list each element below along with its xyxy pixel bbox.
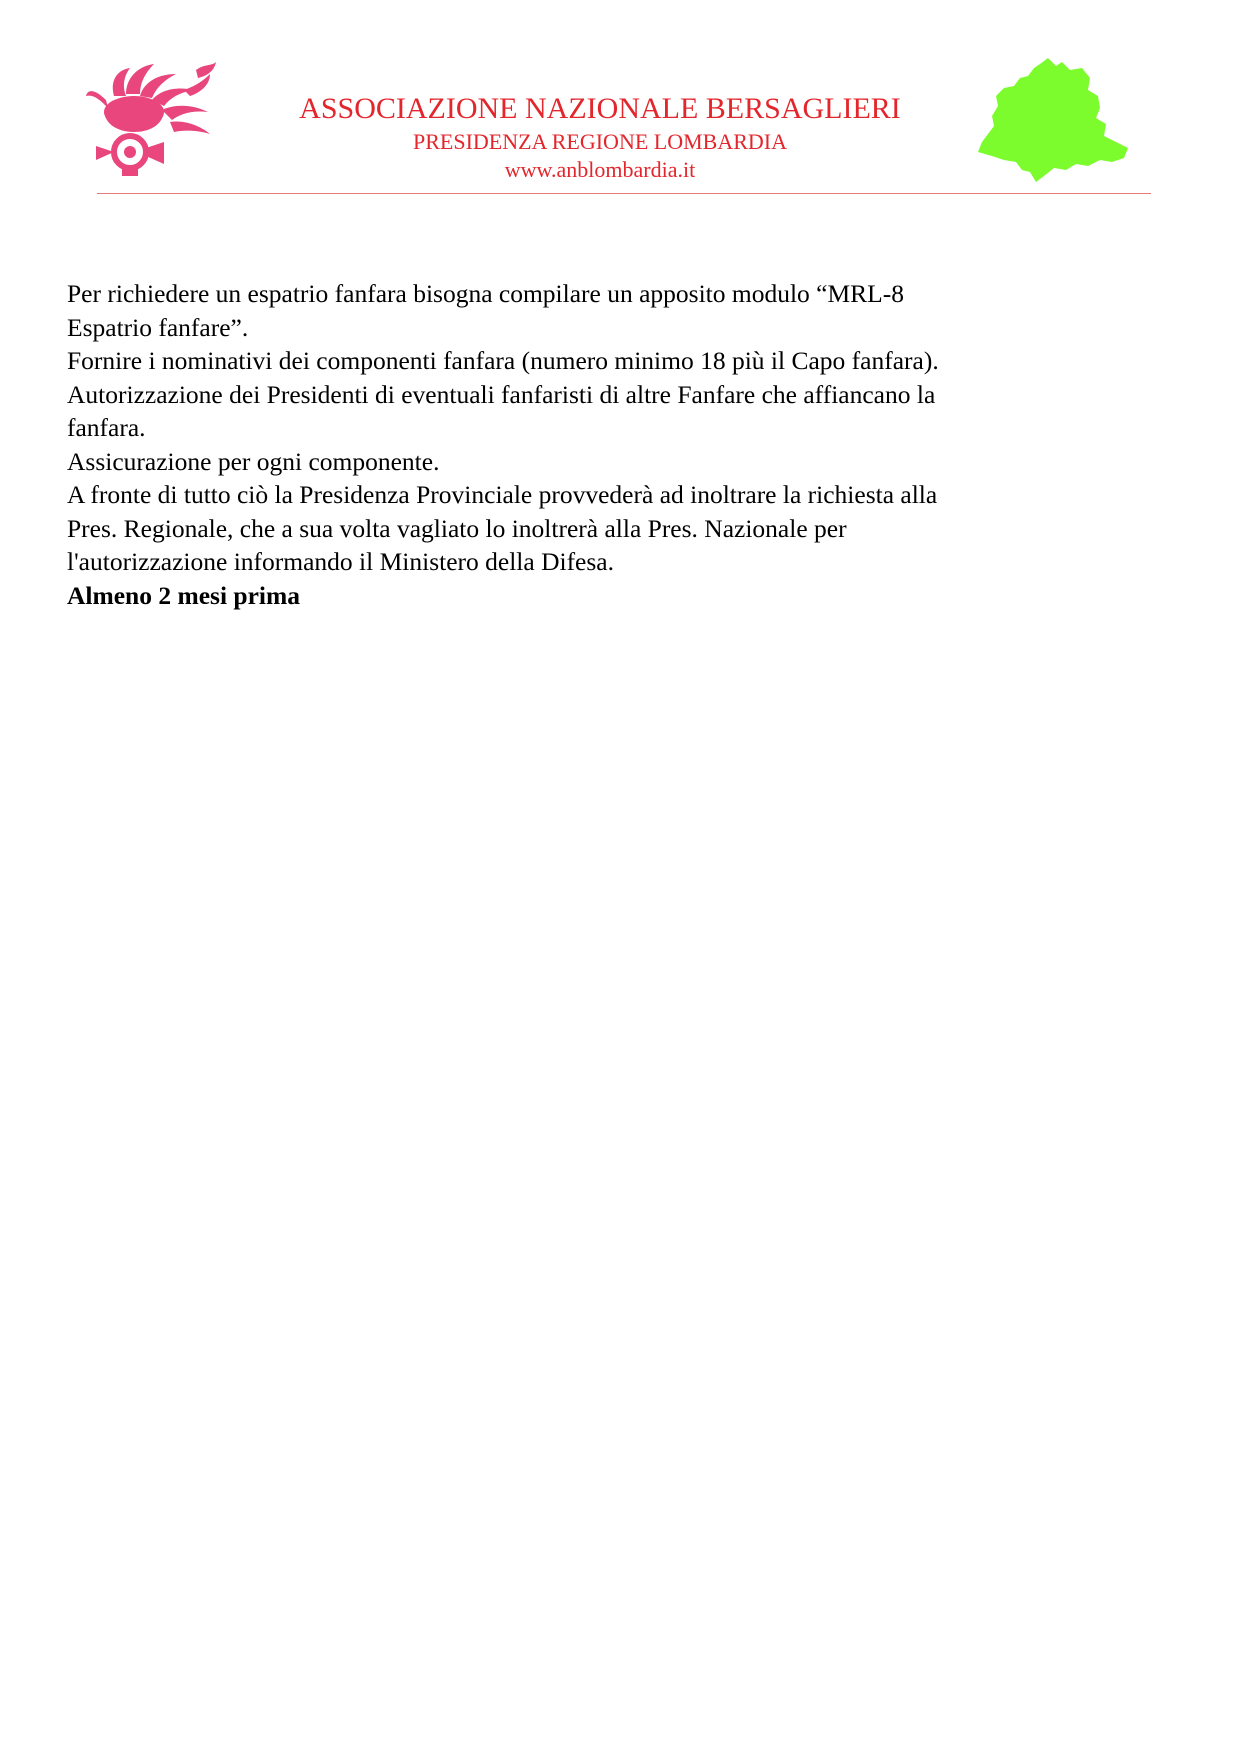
body-line: Assicurazione per ogni componente.	[67, 446, 440, 476]
body-line: Pres. Regionale, che a sua volta vagliato lo inoltrerà alla Pres. Nazionale per	[67, 513, 847, 543]
body-line: Fornire i nominativi dei componenti fanfara (numero minimo 18 più il Capo fanfara).	[67, 346, 939, 375]
header-divider	[97, 193, 1151, 194]
document-body	[67, 277, 1147, 612]
body-line: A fronte di tutto ciò la Presidenza Provinciale provvederà ad inoltrare la richiesta alla	[67, 480, 938, 509]
body-line: Autorizzazione dei Presidenti di eventuali fanfaristi di altre Fanfare che affiancano la	[67, 379, 936, 409]
organization-subtitle: PRESIDENZA REGIONE LOMBARDIA	[413, 129, 787, 154]
bersaglieri-emblem-icon	[86, 60, 218, 178]
body-line: l'autorizzazione informando il Ministero della Difesa.	[67, 547, 614, 576]
lombardia-map-icon	[978, 58, 1130, 183]
body-line: Espatrio fanfare”.	[67, 312, 249, 342]
body-line: fanfara.	[67, 413, 146, 442]
organization-title: ASSOCIAZIONE NAZIONALE BERSAGLIERI	[299, 92, 901, 125]
deadline-note: Almeno 2 mesi prima	[67, 580, 301, 610]
body-line: Per richiedere un espatrio fanfara bisogna compilare un apposito modulo “MRL-8	[67, 279, 904, 308]
website-link[interactable]: www.anblombardia.it	[504, 157, 696, 182]
